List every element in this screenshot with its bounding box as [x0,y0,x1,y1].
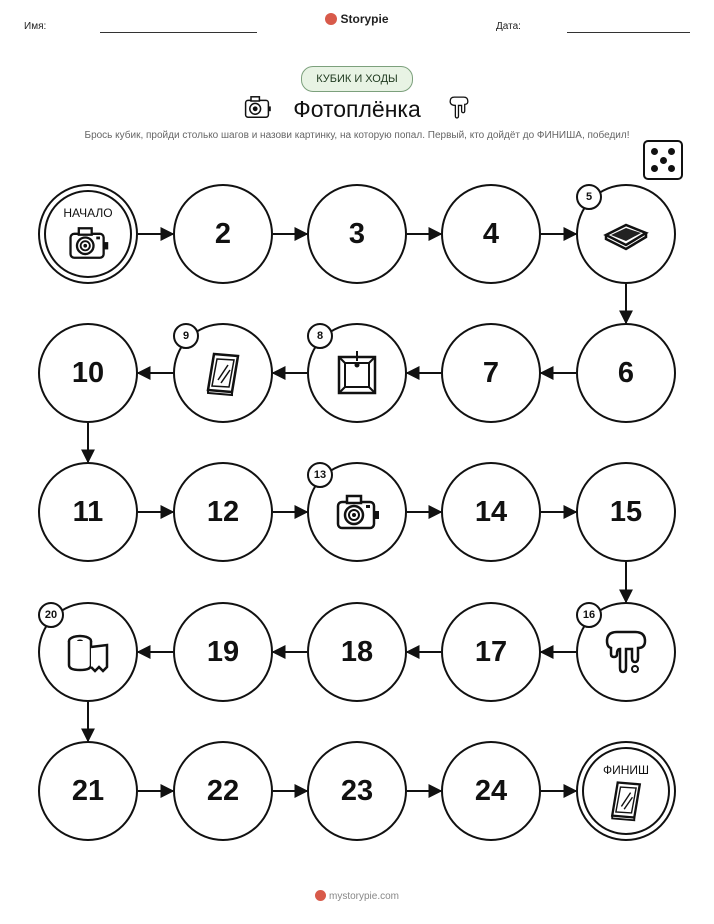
footer [0,890,714,902]
board-cell-6 [576,323,676,423]
category-badge: КУБИК И ХОДЫ [301,66,413,92]
film-roll-icon [63,627,113,677]
board-cell-5 [576,184,676,284]
board-cell-8 [307,323,407,423]
cell-number: 2 [214,218,232,250]
board-cell-12 [173,462,273,562]
cell-number: 23 [340,775,374,807]
board-cell-16 [576,602,676,702]
brand-text: Storypie [340,12,389,26]
cell-number: 4 [482,218,500,250]
cell-number: 10 [71,357,105,389]
developing-tray-icon [601,209,651,259]
board-cell-19 [173,602,273,702]
page-title: Фотоплёнка [293,96,421,122]
cell-number: 15 [609,496,643,528]
drip-icon [601,627,651,677]
date-label: Дата: [496,21,521,32]
camera-icon [332,487,382,537]
finish-label: ФИНИШ [602,763,650,777]
hanging-photo-icon [332,348,382,398]
cell-number: 24 [474,775,508,807]
board-cell-7 [441,323,541,423]
board-cell-24 [441,741,541,841]
storypie-logo-icon [315,890,326,901]
cell-number-badge: 13 [307,462,333,488]
footer-text: mystorypie.com [328,891,399,902]
board-cell-17 [441,602,541,702]
cell-number-badge: 8 [307,323,333,349]
board-cell-14 [441,462,541,562]
board-cell-23 [307,741,407,841]
board-cell-22 [173,741,273,841]
board-cell-13 [307,462,407,562]
board-cell-15 [576,462,676,562]
cell-number-badge: 5 [576,184,602,210]
cell-number: 7 [482,357,500,389]
cell-number: 21 [71,775,105,807]
start-label: НАЧАЛО [63,206,113,220]
cell-number-badge: 16 [576,602,602,628]
finish-cell [576,741,676,841]
board-cell-9 [173,323,273,423]
board-cell-21 [38,741,138,841]
board-cell-2 [173,184,273,284]
cell-number: 18 [340,636,374,668]
cell-number: 6 [617,357,635,389]
cell-number: 12 [206,496,240,528]
cell-number: 11 [72,496,104,528]
camera-icon [65,220,111,266]
cell-number: 14 [474,496,508,528]
cell-number: 19 [206,636,240,668]
start-cell [38,184,138,284]
board-cell-10 [38,323,138,423]
name-label: Имя: [24,21,47,32]
cell-number: 3 [348,218,366,250]
board-cell-4 [441,184,541,284]
board-cell-20 [38,602,138,702]
board-cell-18 [307,602,407,702]
cell-number-badge: 9 [173,323,199,349]
instructions: Брось кубик, пройди столько шагов и назови картинку, на которую попал. Первый, кто дойдёт до ФИНИША, победил! [84,130,630,141]
cell-number-badge: 20 [38,602,64,628]
glass-plate-icon [198,348,248,398]
cell-number: 22 [206,775,240,807]
glass-plate-icon [603,777,649,823]
board-cell-11 [38,462,138,562]
cell-number: 17 [474,636,508,668]
board-cell-3 [307,184,407,284]
